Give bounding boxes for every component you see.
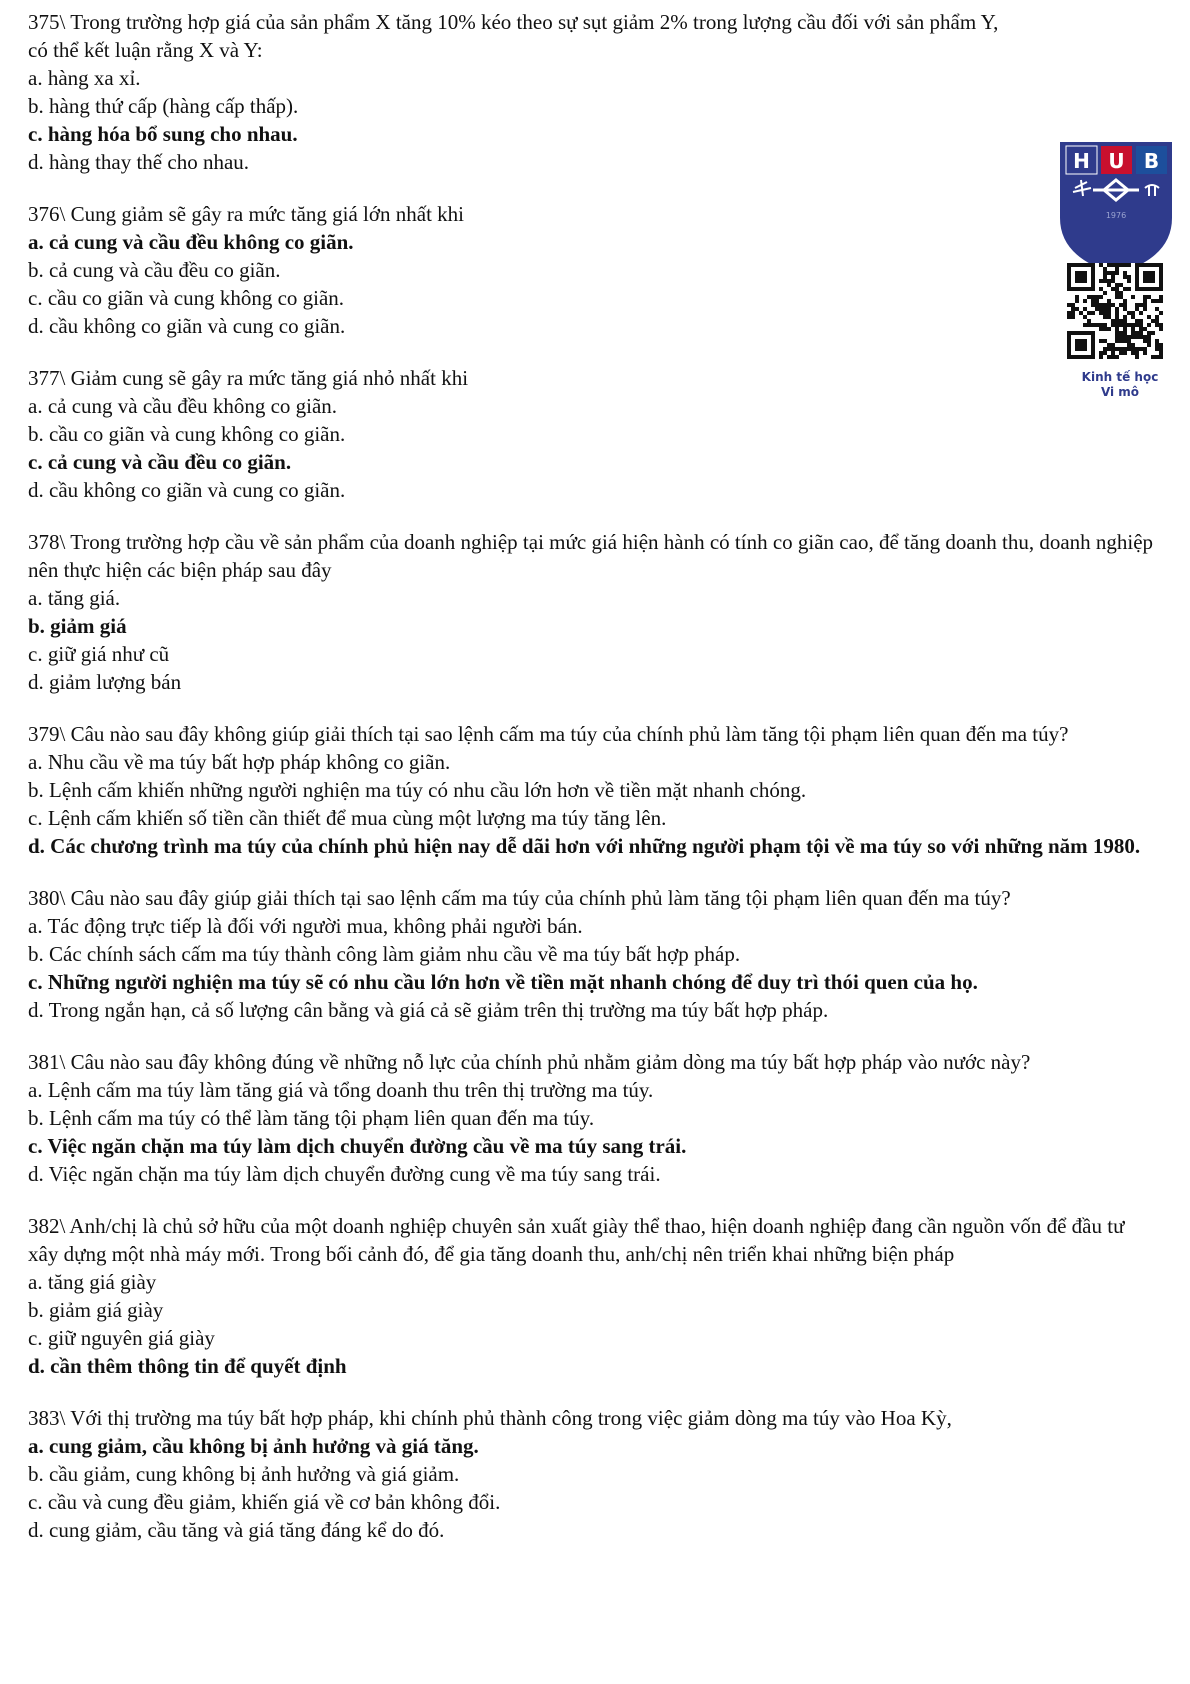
question-stem: 382\ Anh/chị là chủ sở hữu của một doanh nghiệp chuyên sản xuất giày thể thao, hiện doanh nghiệp đang cần nguồn vốn để đầu tư xây dựng một nhà máy mới. Trong bối cảnh đó, để gia tăng doanh thu, anh/chị nên triển khai những biện pháp — [28, 1214, 1125, 1266]
answer-option: b. giảm giá giày — [28, 1298, 164, 1322]
answer-option: a. Tác động trực tiếp là đối với người mua, không phải người bán. — [28, 914, 583, 938]
answer-option: d. cung giảm, cầu tăng và giá tăng đáng kể do đó. — [28, 1518, 445, 1542]
answer-option: a. Lệnh cấm ma túy làm tăng giá và tổng doanh thu trên thị trường ma túy. — [28, 1078, 654, 1102]
answer-option: c. Lệnh cấm khiến số tiền cần thiết để mua cùng một lượng ma túy tăng lên. — [28, 806, 667, 830]
answer-option: d. Trong ngắn hạn, cả số lượng cân bằng và giá cả sẽ giảm trên thị trường ma túy bất hợp pháp. — [28, 998, 829, 1022]
svg-text:B: B — [1143, 149, 1160, 173]
question-stem: 377\ Giảm cung sẽ gây ra mức tăng giá nhỏ nhất khi — [28, 366, 469, 390]
caption-line-2: Vi mô — [1100, 385, 1140, 399]
answer-option-correct: a. cung giảm, cầu không bị ảnh hưởng và giá tăng. — [28, 1434, 479, 1458]
question-block — [28, 1048, 1168, 1188]
qr-code-icon — [1067, 263, 1163, 359]
answer-option: b. hàng thứ cấp (hàng cấp thấp). — [28, 94, 299, 118]
answer-option: a. tăng giá giày — [28, 1270, 157, 1294]
answer-option: c. cầu và cung đều giảm, khiến giá về cơ bản không đổi. — [28, 1490, 501, 1514]
question-stem: 378\ Trong trường hợp cầu về sản phẩm của doanh nghiệp tại mức giá hiện hành có tính co giãn cao, để tăng doanh thu, doanh nghiệp nên thực hiện các biện pháp sau đây — [28, 530, 1154, 582]
answer-option: b. Các chính sách cấm ma túy thành công làm giảm nhu cầu về ma túy bất hợp pháp. — [28, 942, 741, 966]
svg-text:1976: 1976 — [1105, 211, 1127, 220]
question-block — [28, 528, 1168, 696]
question-block — [28, 8, 1168, 176]
answer-option: d. giảm lượng bán — [28, 670, 182, 694]
answer-option-correct: c. cả cung và cầu đều co giãn. — [28, 450, 292, 474]
answer-option: c. giữ giá như cũ — [28, 642, 170, 666]
question-stem: 376\ Cung giảm sẽ gây ra mức tăng giá lớn nhất khi — [28, 202, 464, 226]
question-stem: 375\ Trong trường hợp giá của sản phẩm X tăng 10% kéo theo sự sụt giảm 2% trong lượng cầu đối với sản phẩm Y, có thể kết luận rằng X và Y: — [28, 10, 999, 62]
answer-option-correct: a. cả cung và cầu đều không co giãn. — [28, 230, 354, 254]
question-block — [28, 1404, 1168, 1544]
answer-option: b. Lệnh cấm khiến những người nghiện ma túy có nhu cầu lớn hơn về tiền mặt nhanh chóng. — [28, 778, 807, 802]
answer-option-correct: b. giảm giá — [28, 614, 127, 638]
answer-option: b. cả cung và cầu đều co giãn. — [28, 258, 281, 282]
answer-option: b. cầu giảm, cung không bị ảnh hưởng và giá giảm. — [28, 1462, 460, 1486]
question-stem: 380\ Câu nào sau đây giúp giải thích tại sao lệnh cấm ma túy của chính phủ làm tăng tội phạm liên quan đến ma túy? — [28, 886, 1011, 910]
answer-option: d. hàng thay thế cho nhau. — [28, 150, 250, 174]
answer-option: a. cả cung và cầu đều không co giãn. — [28, 394, 338, 418]
answer-option: a. tăng giá. — [28, 586, 121, 610]
answer-option: d. cầu không co giãn và cung co giãn. — [28, 478, 346, 502]
answer-option-correct: c. Những người nghiện ma túy sẽ có nhu cầu lớn hơn về tiền mặt nhanh chóng để duy trì thói quen của họ. — [28, 970, 978, 994]
answer-option: d. cầu không co giãn và cung co giãn. — [28, 314, 346, 338]
caption-line-1: Kinh tế học — [1081, 370, 1159, 384]
answer-option: d. Việc ngăn chặn ma túy làm dịch chuyển đường cung về ma túy sang trái. — [28, 1162, 661, 1186]
question-block — [28, 200, 1168, 340]
answer-option-correct: d. cần thêm thông tin để quyết định — [28, 1354, 347, 1378]
hub-logo — [1057, 136, 1175, 276]
question-block — [28, 884, 1168, 1024]
question-block — [28, 364, 1168, 504]
answer-option-correct: c. Việc ngăn chặn ma túy làm dịch chuyển đường cầu về ma túy sang trái. — [28, 1134, 687, 1158]
answer-option: a. Nhu cầu về ma túy bất hợp pháp không co giãn. — [28, 750, 451, 774]
answer-option: c. giữ nguyên giá giày — [28, 1326, 215, 1350]
answer-option: b. cầu co giãn và cung không co giãn. — [28, 422, 346, 446]
question-list — [28, 8, 1168, 1568]
answer-option: a. hàng xa xỉ. — [28, 66, 141, 90]
question-block — [28, 1212, 1168, 1380]
question-stem: 381\ Câu nào sau đây không đúng về những nỗ lực của chính phủ nhằm giảm dòng ma túy bất hợp pháp vào nước này? — [28, 1050, 1031, 1074]
svg-text:H: H — [1073, 149, 1090, 173]
answer-option: c. cầu co giãn và cung không co giãn. — [28, 286, 345, 310]
answer-option: b. Lệnh cấm ma túy có thể làm tăng tội phạm liên quan đến ma túy. — [28, 1106, 595, 1130]
answer-option-correct: d. Các chương trình ma túy của chính phủ hiện nay dễ dãi hơn với những người phạm tội về ma túy so với những năm 1980. — [28, 834, 1141, 858]
subject-caption — [1070, 370, 1170, 400]
question-stem: 383\ Với thị trường ma túy bất hợp pháp, khi chính phủ thành công trong việc giảm dòng ma túy vào Hoa Kỳ, — [28, 1406, 952, 1430]
answer-option-correct: c. hàng hóa bổ sung cho nhau. — [28, 122, 298, 146]
question-block — [28, 720, 1168, 860]
svg-text:U: U — [1108, 149, 1125, 173]
question-stem: 379\ Câu nào sau đây không giúp giải thích tại sao lệnh cấm ma túy của chính phủ làm tăng tội phạm liên quan đến ma túy? — [28, 722, 1069, 746]
